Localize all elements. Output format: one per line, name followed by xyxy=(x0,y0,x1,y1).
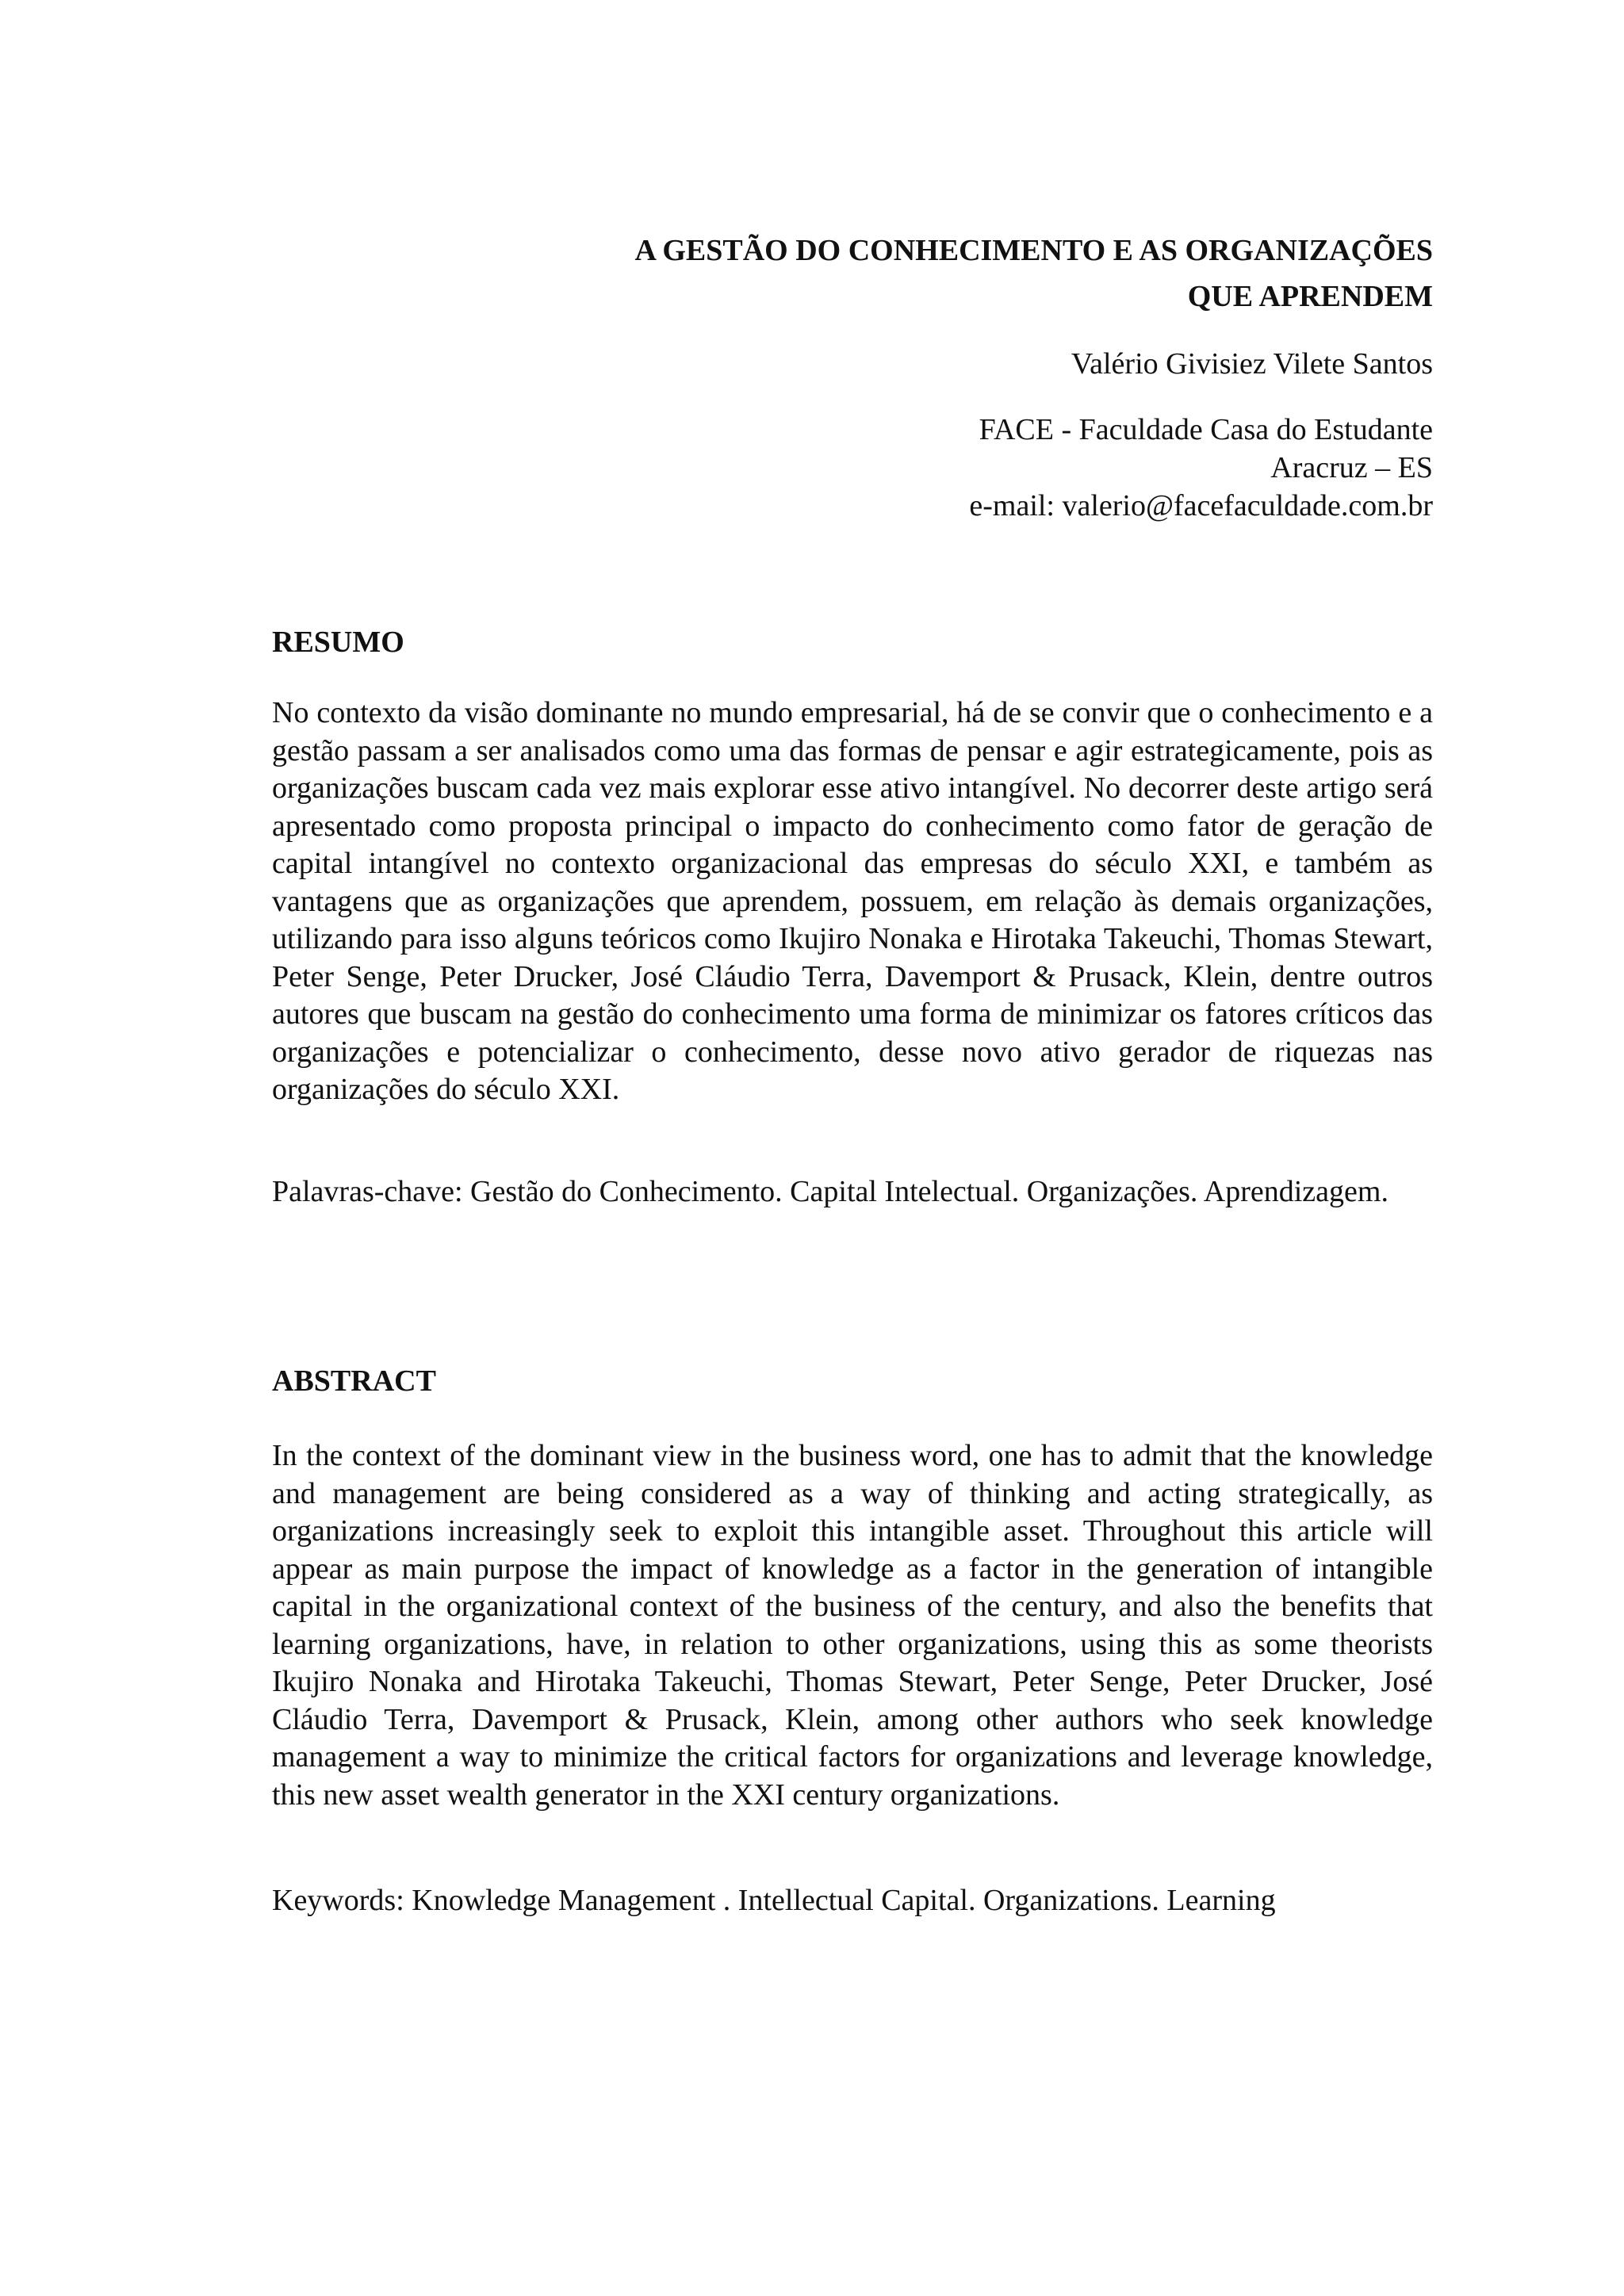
title-line-2: QUE APRENDEM xyxy=(1187,280,1433,313)
resumo-keywords: Palavras-chave: Gestão do Conhecimento. Capital Intelectual. Organizações. Aprendizagem. xyxy=(272,1175,1388,1208)
paper-title xyxy=(272,228,1433,320)
abstract-keywords: Keywords: Knowledge Management . Intellectual Capital. Organizations. Learning xyxy=(272,1884,1276,1917)
institution: FACE - Faculdade Casa do Estudante xyxy=(979,413,1433,446)
abstract-paragraph: In the context of the dominant view in the business word, one has to admit that the knowledge and management are being considered as a way of thinking and acting strategically, as organizations increasingly seek to exploit this intangible asset. Throughout this article will appear as main purpose the impact of knowledge as a factor in the generation of intangible capital in the organizational context of the business of the century, and also the benefits that learning organizations, have, in relation to other organizations, using this as some theorists Ikujiro Nonaka and Hirotaka Takeuchi, Thomas Stewart, Peter Senge, Peter Drucker, José Cláudio Terra, Davemport & Prusack, Klein, among other authors who seek knowledge management a way to minimize the critical factors for organizations and leverage knowledge, this new asset wealth generator in the XXI century organizations. xyxy=(272,1439,1433,1812)
location: Aracruz – ES xyxy=(1270,451,1433,484)
author-name: Valério Givisiez Vilete Santos xyxy=(1071,347,1433,381)
email: e-mail: valerio@facefaculdade.com.br xyxy=(969,489,1433,522)
affiliation-block xyxy=(272,411,1433,525)
abstract-heading: ABSTRACT xyxy=(272,1364,436,1398)
resumo-paragraph: No contexto da visão dominante no mundo empresarial, há de se convir que o conhecimento e a gestão passam a ser analisados como uma das formas de pensar e agir estrategicamente, pois as organizações buscam cada vez mais explorar esse ativo intangível. No decorrer deste artigo será apresentado como proposta principal o impacto do conhecimento como fator de geração de capital intangível no contexto organizacional das empresas do século XXI, e também as vantagens que as organizações que aprendem, possuem, em relação às demais organizações, utilizando para isso alguns teóricos como Ikujiro Nonaka e Hirotaka Takeuchi, Thomas Stewart, Peter Senge, Peter Drucker, José Cláudio Terra, Davemport & Prusack, Klein, dentre outros autores que buscam na gestão do conhecimento uma forma de minimizar os fatores críticos das organizações e potencializar o conhecimento, desse novo ativo gerador de riquezas nas organizações do século XXI. xyxy=(272,696,1433,1106)
resumo-heading: RESUMO xyxy=(272,626,404,659)
title-line-1: A GESTÃO DO CONHECIMENTO E AS ORGANIZAÇÕES xyxy=(634,234,1433,267)
